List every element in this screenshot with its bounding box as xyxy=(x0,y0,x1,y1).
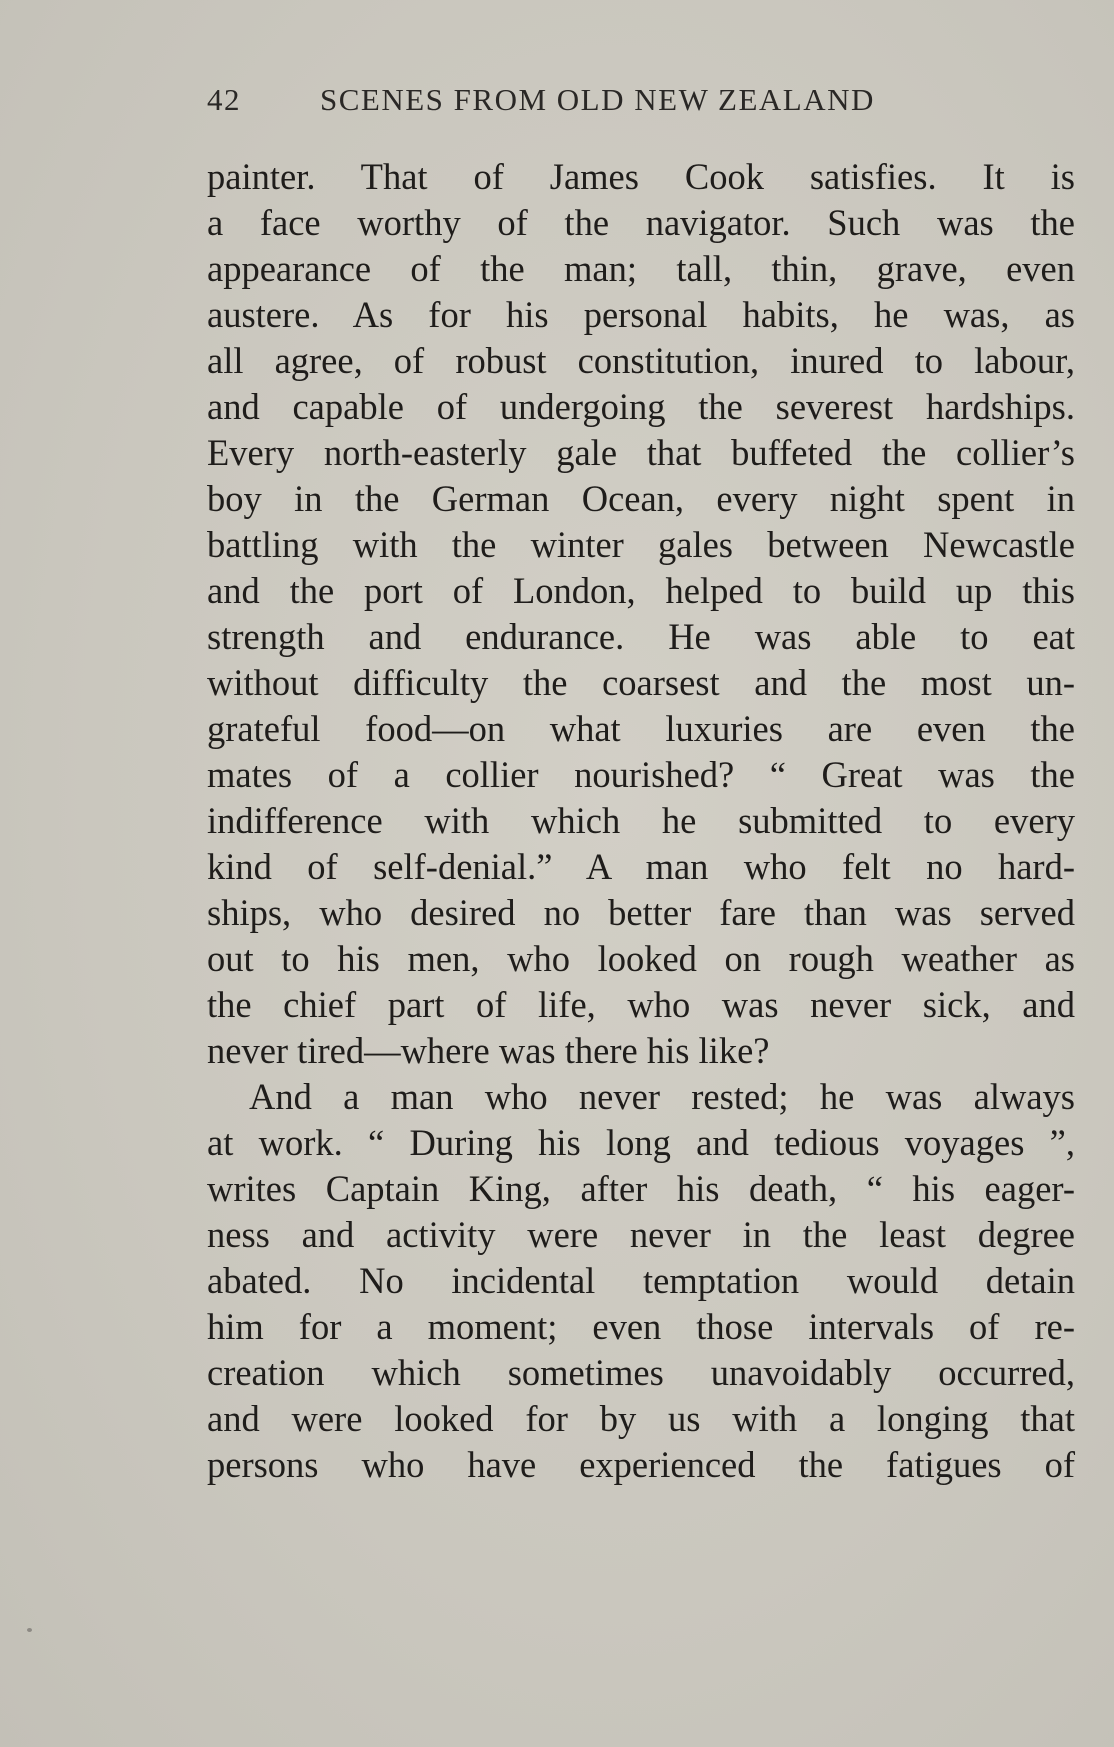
running-header xyxy=(207,82,967,126)
text-line: him for a moment; even those intervals of re- xyxy=(207,1306,1075,1347)
text-line: austere. As for his personal habits, he was, as xyxy=(207,294,1075,335)
text-line: a face worthy of the navigator. Such was the xyxy=(207,202,1075,243)
text-line: Every north-easterly gale that buffeted the collier’s xyxy=(207,432,1075,473)
text-line: persons who have experienced the fatigues of xyxy=(207,1444,1075,1485)
paragraph-2 xyxy=(207,1074,1075,1488)
text-line: all agree, of robust constitution, inured to labour, xyxy=(207,340,1075,381)
text-line: writes Captain King, after his death, “ his eager- xyxy=(207,1168,1075,1209)
text-line: without difficulty the coarsest and the most un- xyxy=(207,662,1075,703)
text-line: grateful food—on what luxuries are even the xyxy=(207,708,1075,749)
text-line: kind of self-denial.” A man who felt no hard- xyxy=(207,846,1075,887)
text-line: ness and activity were never in the least degree xyxy=(207,1214,1075,1255)
text-line: painter. That of James Cook satisfies. It is xyxy=(207,156,1075,197)
text-line: appearance of the man; tall, thin, grave, even xyxy=(207,248,1075,289)
running-title: SCENES FROM OLD NEW ZEALAND xyxy=(320,82,875,117)
text-line: ships, who desired no better fare than was served xyxy=(207,892,1075,933)
text-line: And a man who never rested; he was always xyxy=(249,1076,1075,1117)
page-number: 42 xyxy=(207,82,241,117)
text-line: the chief part of life, who was never sick, and xyxy=(207,984,1075,1025)
text-line: indifference with which he submitted to every xyxy=(207,800,1075,841)
text-line: creation which sometimes unavoidably occurred, xyxy=(207,1352,1075,1393)
text-line: at work. “ During his long and tedious voyages ”, xyxy=(207,1122,1075,1163)
text-line: out to his men, who looked on rough weather as xyxy=(207,938,1075,979)
paragraph-1 xyxy=(207,154,1075,1074)
text-line: mates of a collier nourished? “ Great was the xyxy=(207,754,1075,795)
text-line: never tired—where was there his like? xyxy=(207,1030,770,1071)
text-line: and capable of undergoing the severest hardships. xyxy=(207,386,1075,427)
text-line: and the port of London, helped to build up this xyxy=(207,570,1075,611)
text-line: battling with the winter gales between Newcastle xyxy=(207,524,1075,565)
paper-speck xyxy=(27,1628,32,1632)
text-line: and were looked for by us with a longing that xyxy=(207,1398,1075,1439)
body-text xyxy=(207,154,1075,1488)
text-line: boy in the German Ocean, every night spent in xyxy=(207,478,1075,519)
text-line: strength and endurance. He was able to eat xyxy=(207,616,1075,657)
text-line: abated. No incidental temptation would detain xyxy=(207,1260,1075,1301)
